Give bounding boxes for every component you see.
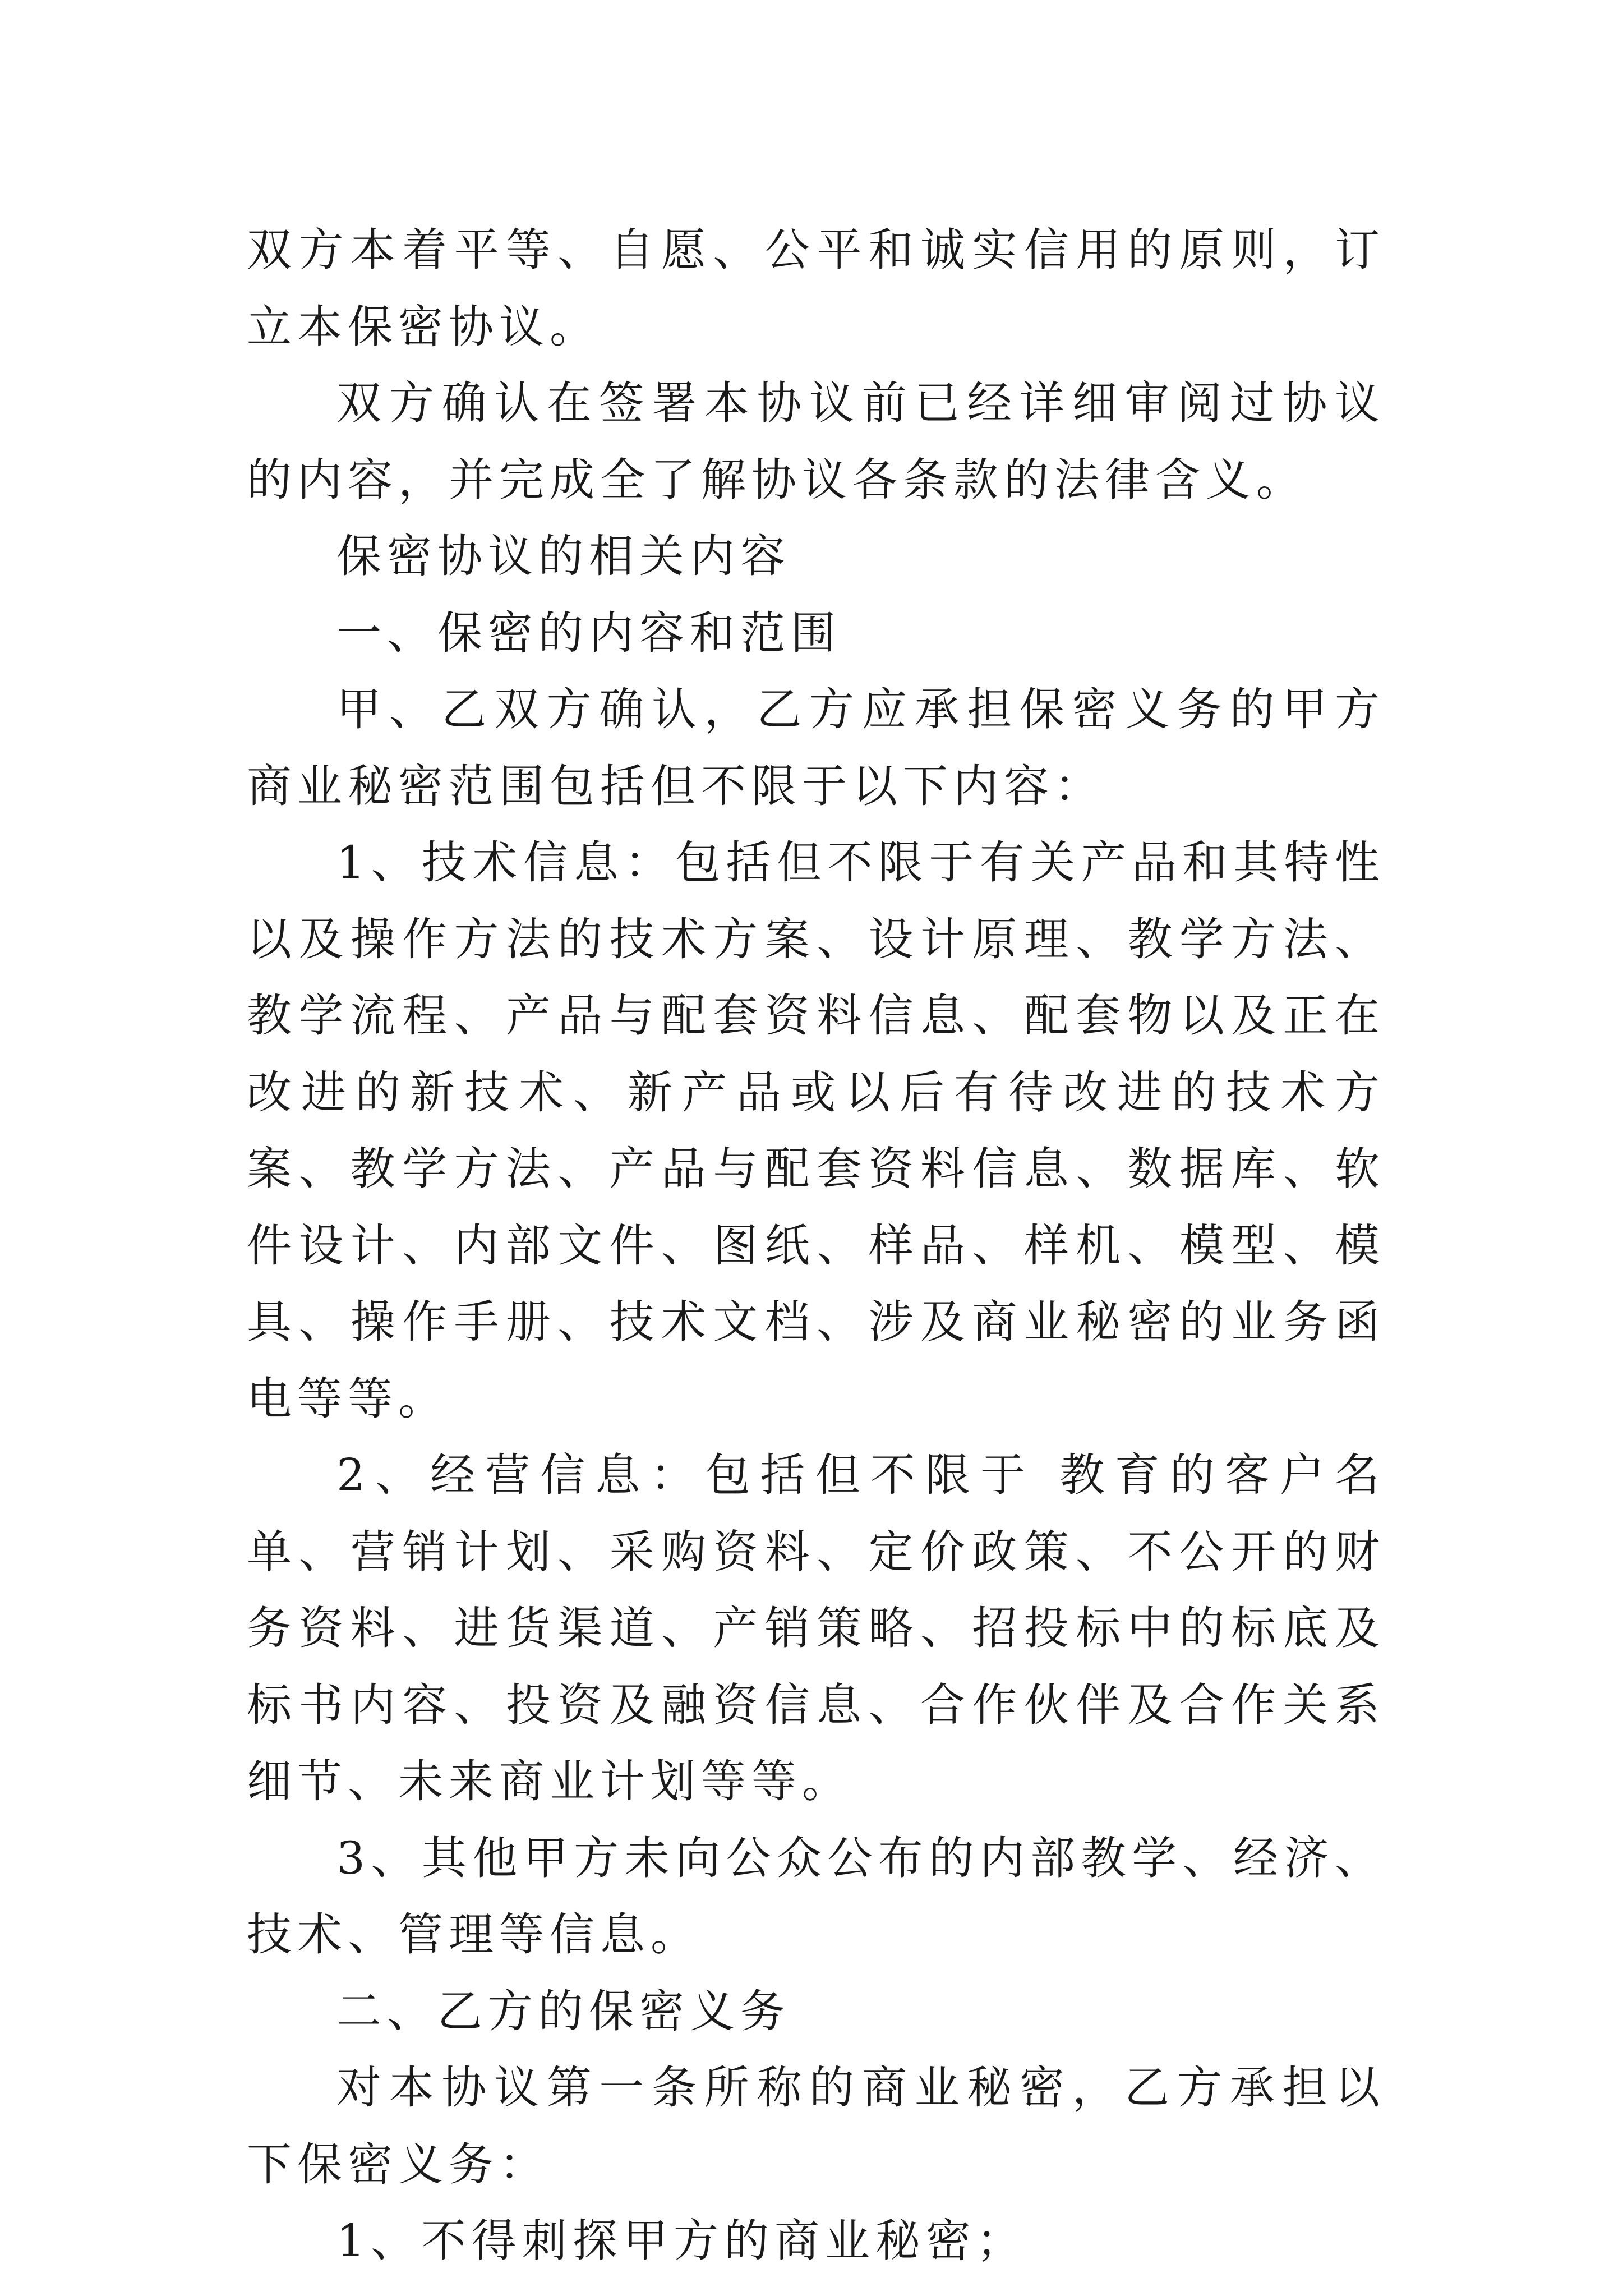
paragraph-scope-intro: 甲、乙双方确认，乙方应承担保密义务的甲方商业秘密范围包括但不限于以下内容： xyxy=(247,683,1385,812)
paragraph-obligations-intro: 对本协议第一条所称的商业秘密，乙方承担以下保密义务： xyxy=(247,2062,1385,2191)
paragraph-confirmation: 双方确认在签署本协议前已经详细审阅过协议的内容，并完成全了解协议各条款的法律含义。 xyxy=(247,377,1385,506)
list-item-business-info: 2、经营信息：包括但不限于 教育的客户名单、营销计划、采购资料、定价政策、不公开的财务资料、进货渠道、产销策略、招投标中的标底及标书内容、投资及融资信息、合作伙伴及合作关系细节、未来商业计划等等。 xyxy=(247,1449,1385,1807)
document-body xyxy=(247,212,1385,2280)
section-heading-obligations: 二、乙方的保密义务 xyxy=(336,1985,791,2037)
list-item-no-spying: 1、不得刺探甲方的商业秘密； xyxy=(336,2215,1027,2267)
list-item-technical-info: 1、技术信息：包括但不限于有关产品和其特性以及操作方法的技术方案、设计原理、教学方法、教学流程、产品与配套资料信息、配套物以及正在改进的新技术、新产品或以后有待改进的技术方案、教学方法、产品与配套资料信息、数据库、软件设计、内部文件、图纸、样品、样机、模型、模具、操作手册、技术文档、涉及商业秘密的业务函电等等。 xyxy=(247,836,1385,1425)
list-item-other-info: 3、其他甲方未向公众公布的内部教学、经济、技术、管理等信息。 xyxy=(247,1832,1385,1961)
section-heading-related-content: 保密协议的相关内容 xyxy=(336,530,791,582)
paragraph-principles: 双方本着平等、自愿、公平和诚实信用的原则，订立本保密协议。 xyxy=(247,224,1385,353)
section-heading-scope: 一、保密的内容和范围 xyxy=(336,606,841,659)
